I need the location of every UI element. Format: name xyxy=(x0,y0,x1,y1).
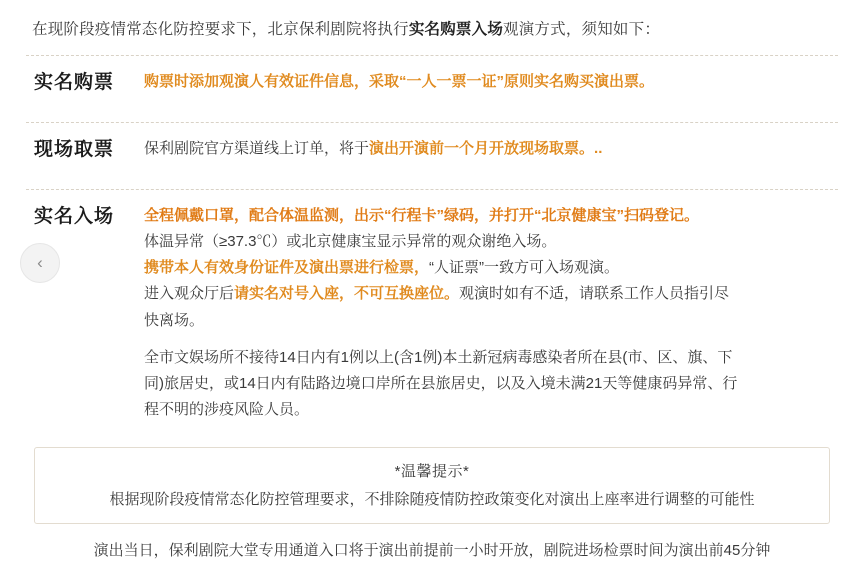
entry-line-6: 全市文娱场所不接待14日内有1例以上(含1例)本土新冠病毒感染者所在县(市、区、旗、下 xyxy=(144,348,733,366)
intro-text-part1: 在现阶段疫情常态化防控要求下，北京保利剧院将执行 xyxy=(32,21,409,38)
section-body-entry xyxy=(144,204,838,425)
purchase-line-1a: 购票时添加观演人有效证件信息，采取 xyxy=(144,73,400,91)
purchase-line-1b: “一人一票一证” xyxy=(399,73,505,91)
section-body-purchase xyxy=(144,70,838,95)
pickup-line-1c: .. xyxy=(594,139,603,157)
section-onsite-pickup xyxy=(24,123,840,175)
entry-line-3a: 携带本人有效身份证件及演出票进行检票， xyxy=(144,259,430,277)
entry-line-3b: “人证票”一致方可入场观演。 xyxy=(429,259,620,277)
warm-reminder-title: *温馨提示* xyxy=(394,462,470,480)
entry-line-7: 同)旅居史，或14日内有陆路边境口岸所在县旅居史，以及入境未满21天等健康码异常、行 xyxy=(144,375,738,393)
pickup-line-1a: 保利剧院官方渠道线上订单，将于 xyxy=(144,139,370,157)
pickup-line-1b: 演出开演前一个月开放现场取票。 xyxy=(369,139,595,157)
section-title-pickup: 现场取票 xyxy=(34,138,115,160)
entry-line-4c: 观演时如有不适，请联系工作人员指引尽 xyxy=(459,285,730,303)
section-body-pickup xyxy=(144,137,838,162)
intro-paragraph xyxy=(24,18,840,41)
performance-day-note: 演出当日，保利剧院大堂专用通道入口将于演出前提前一小时开放，剧院进场检票时间为演出前45分钟 xyxy=(93,542,771,560)
warm-reminder-box xyxy=(34,447,830,525)
entry-line-4a: 进入观众厅后 xyxy=(144,285,235,303)
entry-line-1: 全程佩戴口罩，配合体温监测，出示“行程卡”绿码，并打开“北京健康宝”扫码登记。 xyxy=(144,206,700,224)
purchase-line-1c: 原则实名购买演出票。 xyxy=(504,73,655,91)
warm-reminder-text: 根据现阶段疫情常态化防控管理要求，不排除随疫情防控政策变化对演出上座率进行调整的可能性 xyxy=(109,490,755,508)
entry-line-8: 程不明的涉疫风险人员。 xyxy=(144,401,310,419)
intro-text-bold: 实名购票入场 xyxy=(408,21,504,38)
page-left-edge xyxy=(0,0,6,575)
entry-line-2: 体温异常（≥37.3℃）或北京健康宝显示异常的观众谢绝入场。 xyxy=(144,232,557,250)
section-real-name-purchase xyxy=(24,56,840,108)
entry-line-4b: 请实名对号入座，不可互换座位。 xyxy=(234,285,460,303)
intro-text-part2: 观演方式，须知如下： xyxy=(503,21,661,38)
section-title-entry: 实名入场 xyxy=(34,205,115,227)
entry-line-5: 快离场。 xyxy=(144,311,205,329)
prev-page-arrow-icon[interactable]: ‹ xyxy=(20,243,60,283)
section-real-name-entry xyxy=(24,190,840,437)
section-title-purchase: 实名购票 xyxy=(34,72,115,94)
